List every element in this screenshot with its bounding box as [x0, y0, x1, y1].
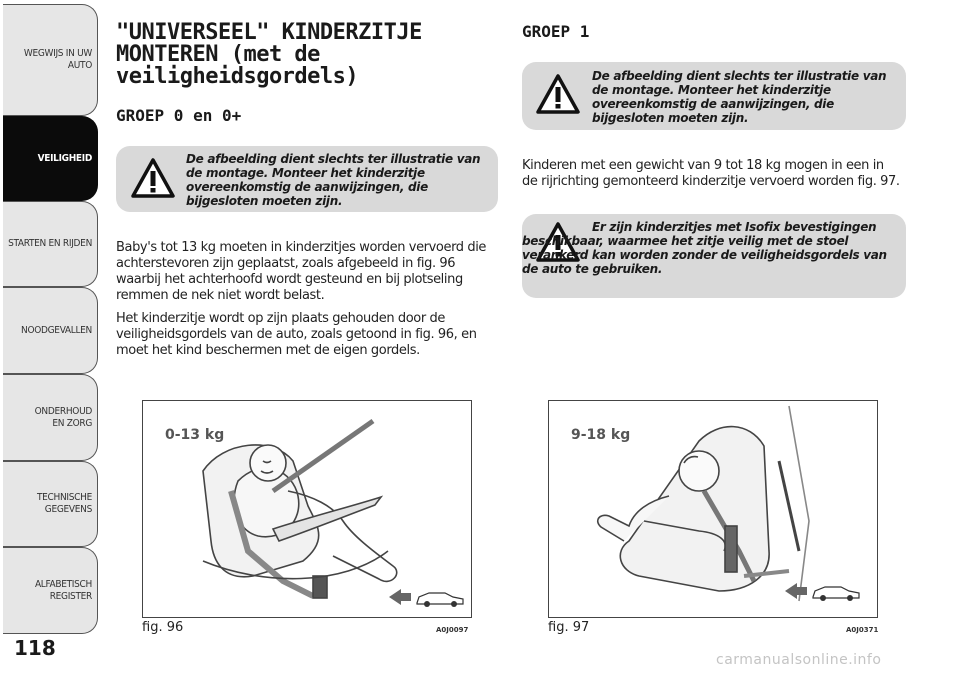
warning-box-isofix — [522, 214, 906, 298]
car-direction-icon — [387, 583, 467, 611]
warning-triangle-icon — [536, 74, 580, 114]
tab-label: TECHNISCHE GEGEVENS — [36, 492, 92, 515]
tab-wegwijs[interactable] — [3, 4, 98, 116]
warning-text: De afbeelding dient slechts ter illustratie van de montage. Monteer het kinderzitje overeenkomstig de aanwijzingen, die bijgesloten moeten zijn. — [186, 152, 481, 208]
warning-box — [116, 146, 498, 212]
tab-label: STARTEN EN RIJDEN — [8, 238, 92, 249]
weight-label: 0-13 kg — [165, 427, 225, 443]
tab-label: WEGWIJS IN UW AUTO — [23, 48, 92, 71]
figure-97-child-seat — [548, 400, 878, 618]
chapter-tabs — [0, 0, 100, 640]
warning-text: De afbeelding dient slechts ter illustratie van de montage. Monteer het kinderzitje overeenkomstig de aanwijzingen, die bijgesloten moeten zijn. — [592, 69, 887, 125]
watermark: carmanualsonline.info — [716, 652, 882, 668]
warning-triangle-icon — [131, 158, 175, 198]
section-heading-group-1: GROEP 1 — [522, 22, 590, 41]
figure-caption: fig. 97 — [548, 620, 590, 635]
tab-veiligheid[interactable] — [3, 116, 98, 201]
tab-noodgevallen[interactable] — [3, 287, 98, 374]
body-text-group-1 — [522, 158, 902, 197]
paragraph: Het kinderzitje wordt op zijn plaats gehouden door de veiligheidsgordels van de auto, zoals getoond in fig. 96, en moet het kind beschermen met de eigen gordels. — [116, 311, 477, 358]
tab-starten-en-rijden[interactable] — [3, 201, 98, 287]
car-direction-icon — [783, 577, 873, 605]
tab-label: NOODGEVALLEN — [21, 324, 92, 336]
section-heading-group-0: GROEP 0 en 0+ — [116, 106, 242, 125]
figure-caption: fig. 96 — [142, 620, 184, 635]
page-number: 118 — [14, 636, 56, 660]
figure-96-infant-seat — [142, 400, 472, 618]
tab-technische-gegevens[interactable] — [3, 461, 98, 547]
tab-label: VEILIGHEID — [37, 152, 92, 164]
body-text-group-0 — [116, 240, 498, 366]
paragraph: Baby's tot 13 kg moeten in kinderzitjes worden vervoerd die achterstevoren zijn geplaatst, zoals afgebeeld in fig. 96 waarbij het achterhoofd wordt gesteund en bij plotseling remmen de nek niet wordt belast. — [116, 240, 487, 303]
weight-label: 9-18 kg — [571, 427, 631, 443]
warning-text: Er zijn kinderzitjes met Isofix bevestigingen beschikbaar, waarmee het zitje veilig met de stoel verankerd kan worden zonder de veiligheidsgordels van de auto te gebruiken. — [522, 220, 887, 276]
paragraph: Kinderen met een gewicht van 9 tot 18 kg mogen in een in de rijrichting gemonteerd kinderzitje vervoerd worden fig. 97. — [522, 158, 900, 189]
warning-box — [522, 62, 906, 130]
tab-label: ALFABETISCH REGISTER — [34, 578, 92, 602]
tab-label: ONDERHOUD EN ZORG — [34, 405, 92, 429]
tab-onderhoud-en-zorg[interactable] — [3, 374, 98, 461]
figure-code: A0J0097 — [436, 626, 469, 634]
tab-alfabetisch-register[interactable] — [3, 547, 98, 634]
figure-code: A0J0371 — [846, 626, 879, 634]
page-title: "UNIVERSEEL" KINDERZITJE MONTEREN (met de veiligheidsgordels) — [116, 20, 422, 89]
